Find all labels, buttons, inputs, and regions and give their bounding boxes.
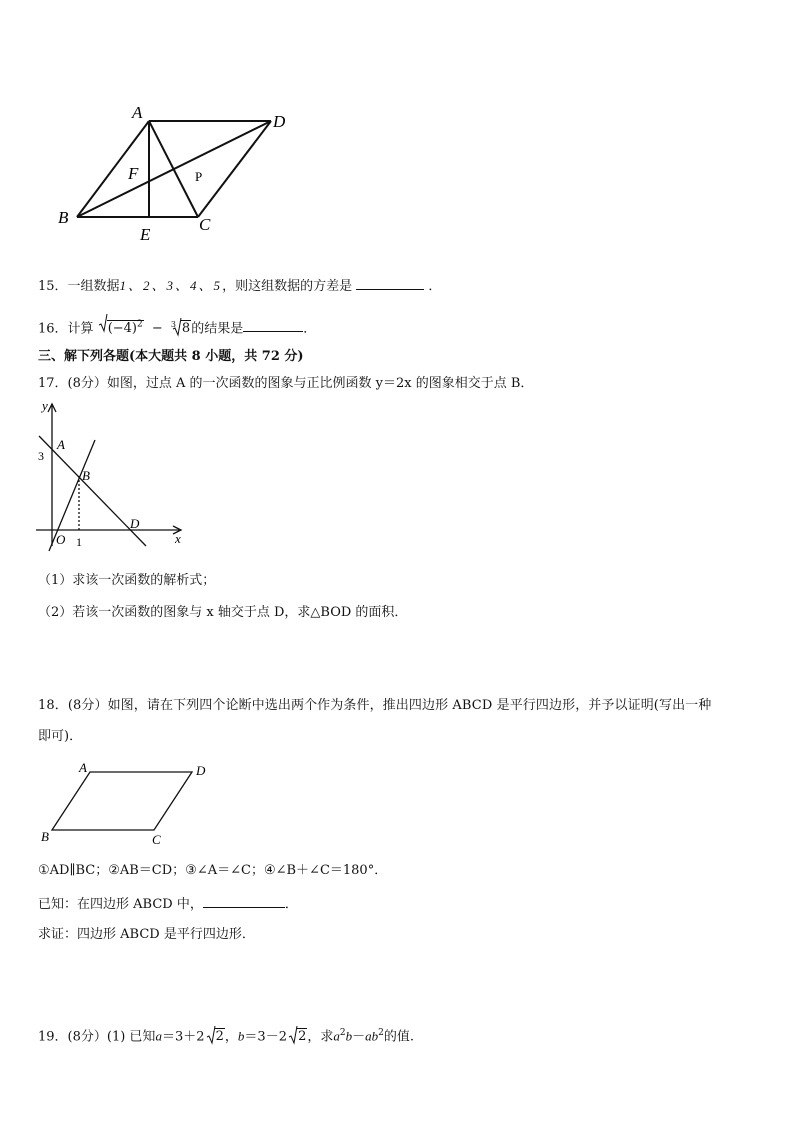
q16-sqrt-expression	[98, 316, 144, 338]
label-A: A	[132, 103, 143, 122]
graph-label-O: O	[56, 532, 66, 547]
question-18-given	[38, 894, 298, 914]
q19-a-var: a	[155, 1028, 162, 1044]
figure-parallelogram-diagonals	[50, 100, 310, 250]
graph-label-y: y	[42, 398, 48, 413]
graph-label-x: x	[175, 531, 181, 546]
section-3-heading: 三、解下列各题(本大题共 8 小题，共 72 分)	[38, 349, 304, 364]
graph-label-D: D	[130, 516, 140, 531]
q16-prefix: 16．计算	[38, 321, 94, 337]
q19-expr-ab: ab	[365, 1028, 379, 1044]
label-B: B	[58, 208, 69, 227]
edge-DC	[198, 121, 271, 217]
q16-suffix: ．	[303, 321, 317, 337]
q19-a-rhs: ＝3＋2	[161, 1029, 205, 1045]
q19-prefix: 19．(8分）(1) 已知	[38, 1029, 156, 1045]
q15-answer-blank[interactable]	[356, 276, 424, 290]
graph-label-B: B	[82, 468, 90, 483]
q19-expr-b: b	[345, 1028, 353, 1044]
question-18-conditions: ①AD∥BC；②AB＝CD；③∠A＝∠C；④∠B＋∠C＝180°．	[38, 863, 388, 878]
q19-mid: ，求	[307, 1029, 334, 1045]
q18-label-A: A	[79, 760, 87, 775]
q19-b-var: b	[237, 1028, 245, 1044]
question-17-part-1: （1）求该一次函数的解析式；	[38, 573, 216, 588]
question-18-prove: 求证：四边形 ABCD 是平行四边形．	[38, 927, 255, 942]
q19-sqrt2-a	[206, 1028, 225, 1046]
figure-q17-graph	[28, 396, 198, 556]
graph-tick-y-3: 3	[38, 449, 44, 463]
radical-sign	[98, 313, 108, 333]
label-F: F	[128, 164, 139, 183]
question-18-stem-line-2: 即可)．	[38, 729, 83, 744]
q15-suffix: ．	[428, 279, 442, 294]
q19-exp-a: 2	[339, 1028, 346, 1038]
q18-label-D: D	[196, 763, 206, 778]
question-17-part-2: （2）若该一次函数的图象与 x 轴交于点 D，求△BOD 的面积．	[38, 605, 408, 620]
label-D: D	[273, 112, 286, 131]
q18-label-C: C	[152, 832, 161, 847]
q18-given-suffix: ．	[284, 897, 298, 912]
q18-given-blank[interactable]	[203, 894, 285, 908]
q16-answer-blank[interactable]	[243, 318, 303, 332]
label-C: C	[199, 215, 211, 234]
q15-data-values: 1、2、3、4、5	[119, 278, 223, 293]
q19-sqrt-val-b: 2	[298, 1029, 307, 1045]
q15-prefix: 15．一组数据	[38, 279, 120, 294]
radical-sign-a	[206, 1025, 216, 1045]
parallelogram-ABCD	[52, 772, 192, 830]
q16-cube-root-expression	[171, 320, 191, 338]
q19-expr-minus: －	[352, 1029, 366, 1045]
q15-middle: ，则这组数据的方差是	[222, 279, 353, 294]
radical-sign-b	[288, 1025, 298, 1045]
q19-exp-b: 2	[378, 1028, 384, 1038]
q18-label-B: B	[41, 829, 49, 844]
q16-exponent: 2	[137, 320, 143, 330]
q19-sqrt2-b	[288, 1028, 307, 1046]
cube-radical-sign	[172, 317, 182, 337]
q16-minus: −	[151, 321, 163, 337]
q16-cube-index: 3	[170, 320, 177, 330]
q19-expr-a: a	[333, 1028, 340, 1044]
label-P: P	[195, 169, 203, 184]
q19-suffix: 的值.	[383, 1029, 415, 1045]
figure-q18-parallelogram	[32, 757, 222, 849]
diagonal-BD	[77, 121, 271, 217]
q16-cube-radicand: 8	[181, 321, 191, 337]
q16-middle: 的结果是	[191, 321, 244, 337]
graph-tick-x-1: 1	[76, 535, 82, 549]
q16-radicand: (−4)	[107, 321, 137, 337]
q19-b-rhs: ＝3－2	[244, 1029, 287, 1045]
q19-comma: ，	[224, 1029, 238, 1045]
q19-sqrt-val-a: 2	[215, 1029, 224, 1045]
graph-label-A: A	[57, 437, 65, 452]
question-15	[38, 276, 441, 296]
question-16	[38, 316, 316, 338]
q18-given-prefix: 已知：在四边形 ABCD 中，	[38, 897, 203, 912]
question-19	[38, 1024, 414, 1046]
label-E: E	[140, 225, 151, 244]
question-18-stem-line-1: 18．(8分）如图，请在下列四个论断中选出两个作为条件，推出四边形 ABCD 是平行四边形，并予以证明(写出一种	[38, 698, 712, 713]
question-17-stem: 17．(8分）如图，过点 A 的一次函数的图象与正比例函数 y＝2x 的图象相交于点 B．	[38, 376, 534, 391]
